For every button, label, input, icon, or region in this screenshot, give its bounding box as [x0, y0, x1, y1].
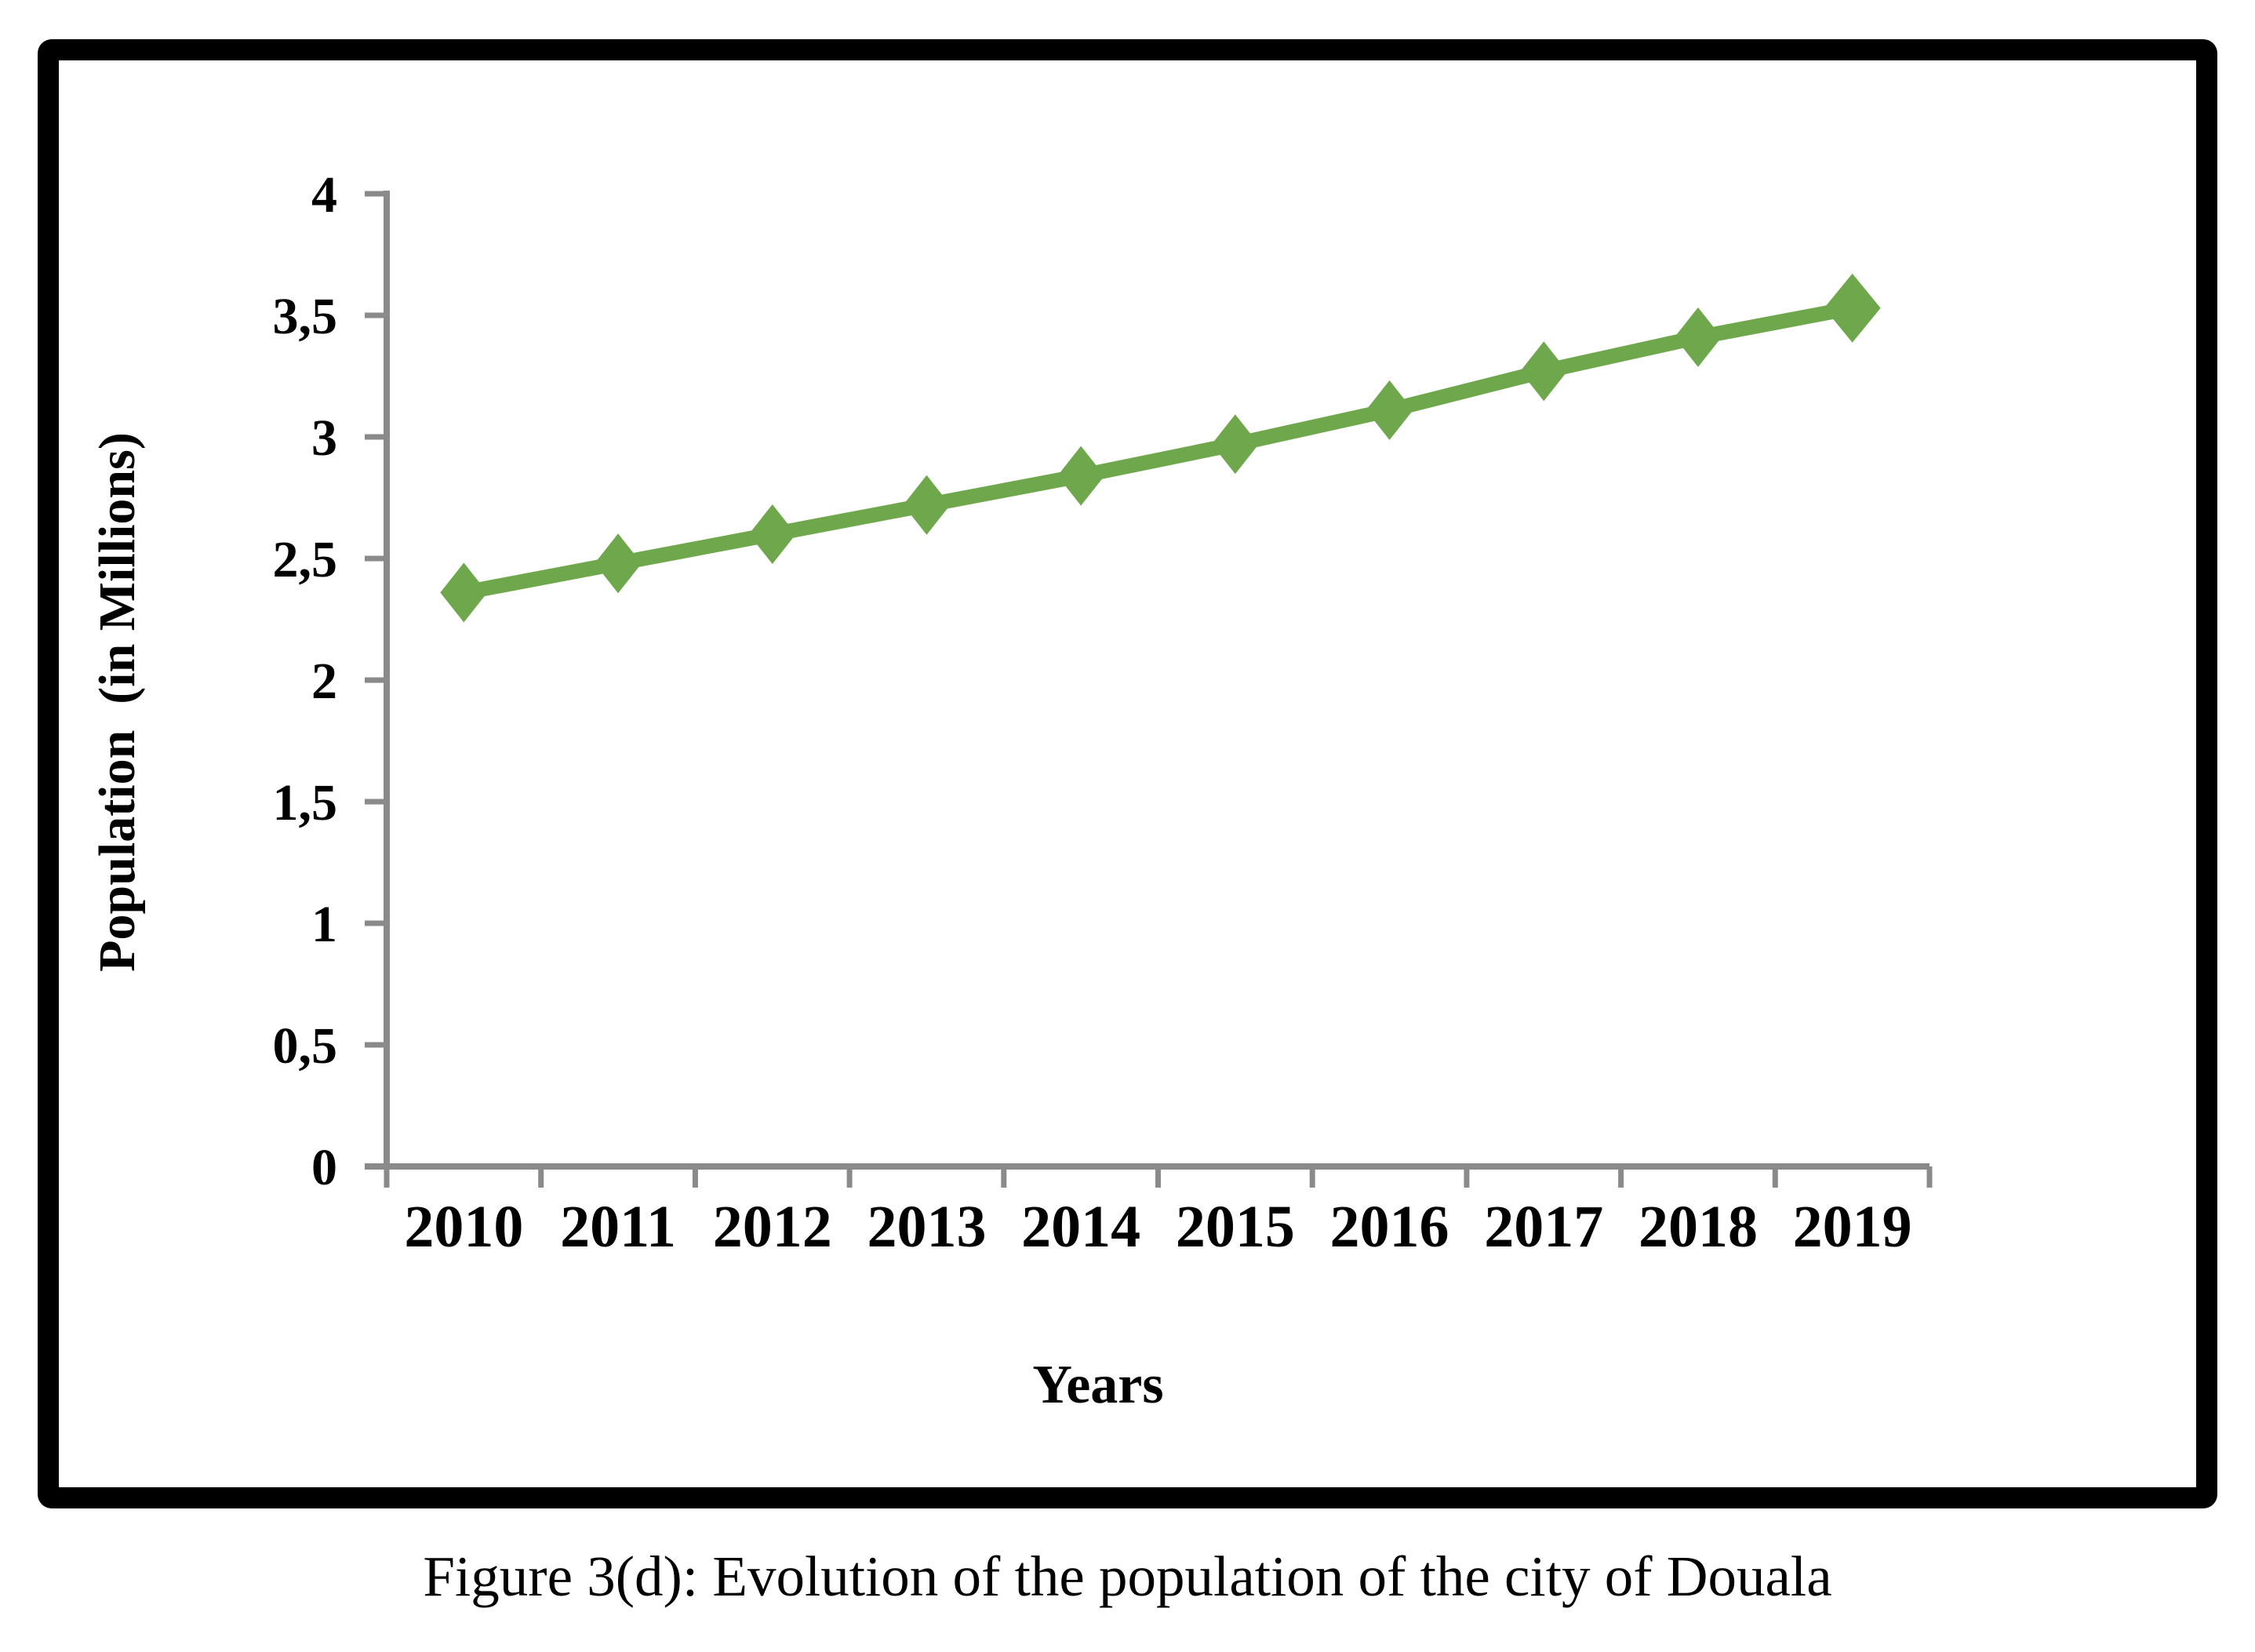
x-tick-label: 2017 [1484, 1194, 1604, 1260]
data-point-marker-2016 [1366, 380, 1413, 440]
data-point-marker-2017 [1520, 341, 1567, 401]
y-tick-label: 4 [311, 166, 337, 224]
data-point-marker-2011 [595, 533, 642, 593]
data-point-marker-2018 [1675, 307, 1722, 367]
x-tick-label: 2016 [1329, 1194, 1449, 1260]
y-tick-label: 0 [311, 1139, 337, 1196]
x-tick-label: 2010 [404, 1194, 524, 1260]
x-axis-title: Years [1032, 1355, 1164, 1415]
y-tick-label: 3 [311, 409, 337, 467]
figure-caption: Figure 3(d): Evolution of the population of the city of Douala [423, 1545, 1832, 1608]
data-point-marker-2015 [1212, 414, 1259, 474]
data-point-marker-2012 [749, 504, 796, 564]
y-tick-label: 2 [311, 653, 337, 710]
x-tick-label: 2013 [867, 1194, 987, 1260]
y-tick-label: 3,5 [272, 288, 337, 345]
y-tick-label: 1,5 [272, 774, 337, 831]
x-tick-label: 2014 [1021, 1194, 1141, 1260]
population-line [464, 308, 1852, 593]
data-point-marker-2013 [903, 475, 950, 535]
x-tick-label: 2015 [1175, 1194, 1295, 1260]
y-tick-label: 1 [311, 896, 337, 953]
data-point-marker-2019 [1824, 274, 1881, 343]
x-tick-label: 2019 [1792, 1194, 1912, 1260]
x-tick-label: 2011 [560, 1194, 676, 1260]
y-axis-title: Population (in Millions) [89, 432, 146, 972]
x-tick-label: 2018 [1638, 1194, 1758, 1260]
y-tick-label: 2,5 [272, 531, 337, 588]
y-tick-label: 0,5 [272, 1017, 337, 1075]
data-point-marker-2014 [1057, 446, 1104, 506]
x-tick-label: 2012 [712, 1194, 832, 1260]
data-point-marker-2010 [440, 562, 487, 622]
